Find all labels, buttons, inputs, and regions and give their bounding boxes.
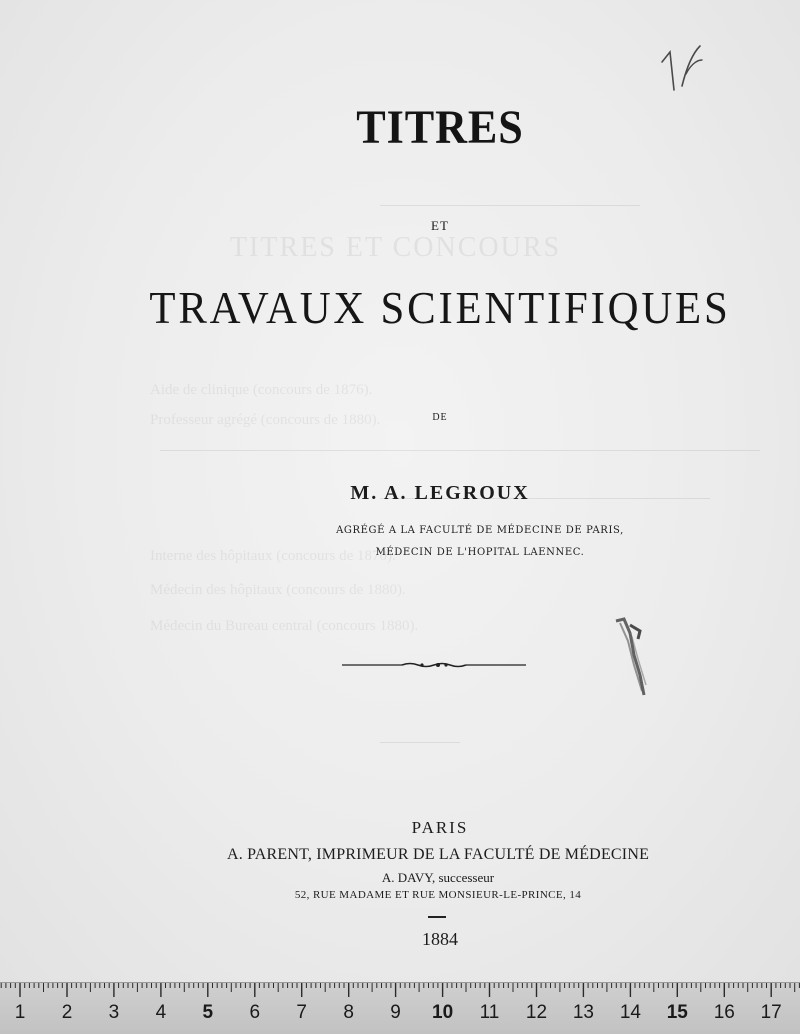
ruler-number: 9 bbox=[390, 1002, 401, 1023]
author-name: M. A. LEGROUX bbox=[350, 482, 530, 504]
ruler-number: 3 bbox=[108, 1002, 120, 1023]
page-title: TITRES bbox=[356, 101, 524, 154]
bleed-through-line: Médecin du Bureau central (concours 1880). bbox=[150, 618, 419, 634]
ornamental-rule-icon bbox=[342, 658, 526, 672]
ruler-numbers bbox=[0, 1002, 800, 1032]
imprint-successor: A. DAVY, successeur bbox=[381, 870, 495, 885]
bleed-through-rule bbox=[160, 450, 760, 451]
page-subtitle: TRAVAUX SCIENTIFIQUES bbox=[149, 282, 731, 333]
bleed-through-heading: TITRES ET CONCOURS bbox=[230, 232, 562, 263]
ruler-number: 7 bbox=[296, 1002, 307, 1023]
author-affiliation: AGRÉGÉ A LA FACULTÉ DE MÉDECINE DE PARIS, bbox=[336, 525, 624, 536]
ruler-number: 6 bbox=[249, 1002, 261, 1023]
imprint-address: 52, RUE MADAME ET RUE MONSIEUR-LE-PRINCE, 14 bbox=[294, 889, 582, 901]
imprint-printer: A. PARENT, IMPRIMEUR DE LA FACULTÉ DE MÉDECINE bbox=[226, 846, 650, 863]
ruler-number: 1 bbox=[14, 1002, 26, 1023]
ruler-number: 5 bbox=[202, 1002, 214, 1023]
ruler-number: 2 bbox=[61, 1002, 73, 1023]
divider bbox=[428, 916, 446, 918]
ruler-number: 15 bbox=[666, 1002, 688, 1023]
bleed-through-rule bbox=[380, 205, 640, 206]
preposition-text: DE bbox=[432, 412, 448, 423]
bleed-through-rule bbox=[380, 742, 460, 743]
author-affiliation: MÉDECIN DE L'HOPITAL LAENNEC. bbox=[375, 547, 585, 558]
bleed-through-line: Interne des hôpitaux (concours de 1870). bbox=[150, 548, 396, 564]
ink-smudge-icon bbox=[610, 615, 654, 705]
conjunction-text: ET bbox=[431, 218, 449, 233]
ruler-number: 8 bbox=[343, 1002, 354, 1023]
ruler-number: 13 bbox=[572, 1002, 594, 1023]
ruler-number: 14 bbox=[619, 1002, 641, 1023]
ruler-number: 12 bbox=[525, 1002, 548, 1023]
ruler-number: 10 bbox=[432, 1002, 454, 1023]
ruler-number: 16 bbox=[713, 1002, 735, 1023]
imprint-year: 1884 bbox=[422, 929, 458, 949]
ruler-number: 4 bbox=[155, 1002, 167, 1023]
imprint-city: PARIS bbox=[411, 818, 469, 837]
measuring-ruler bbox=[0, 982, 800, 1034]
ruler-number: 17 bbox=[760, 1002, 782, 1023]
ruler-number: 11 bbox=[479, 1002, 500, 1023]
bleed-through-line: Professeur agrégé (concours de 1880). bbox=[150, 412, 381, 428]
pencil-annotation-icon bbox=[656, 40, 706, 96]
bleed-through-line: Médecin des hôpitaux (concours de 1880). bbox=[150, 582, 406, 598]
bleed-through-line: Aide de clinique (concours de 1876). bbox=[150, 382, 373, 398]
